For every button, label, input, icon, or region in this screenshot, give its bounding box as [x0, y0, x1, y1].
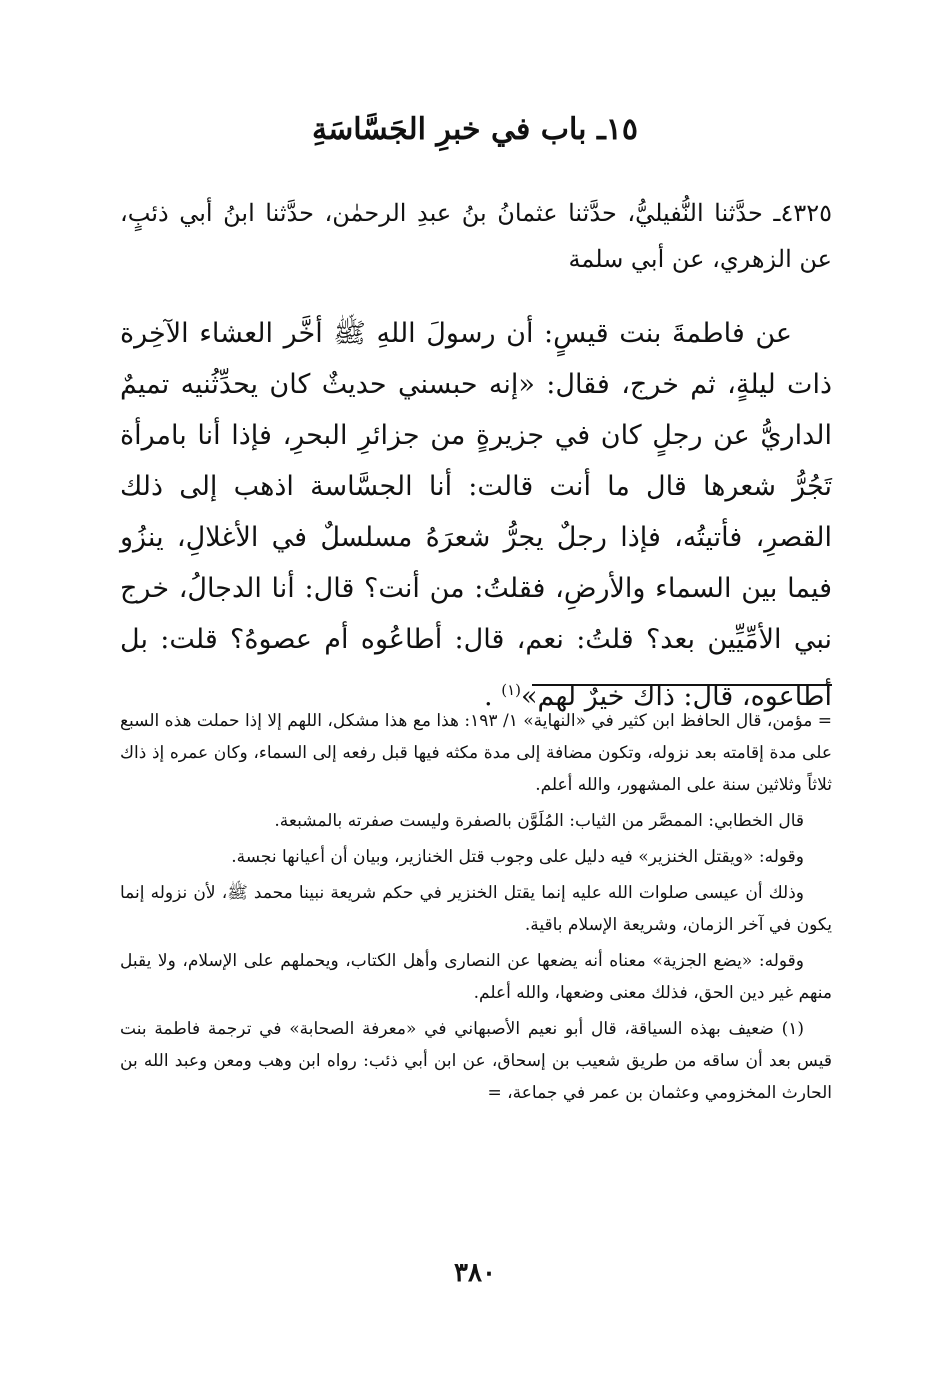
footnote-paragraph: قال الخطابي: الممصَّر من الثياب: المُلَوَّن بالصفرة وليست صفرته بالمشبعة.	[274, 811, 804, 831]
hadith-matn-text: عن فاطمةَ بنت قيسٍ: أن رسولَ اللهِ ﷺ أخَّر العشاء الآخِرة ذات ليلةٍ، ثم خرج، فقال: «إنه حبسني حديثٌ كان يحدِّثُنيه تميمٌ الداريُّ عن رجلٍ كان في جزيرةٍ من جزائرِ البحرِ، فإذا أنا بامرأة تَجُرُّ شعرها قال ما أنت قالت: أنا الجسَّاسة اذهب إلى ذلك القصرِ، فأتيتُه، فإذا رجلٌ يجرُّ شعرَهُ مسلسلٌ في الأغلالِ، ينزُو فيما بين السماء والأرضِ، فقلتُ: من أنت؟ قال: أنا الدجالُ، خرج نبي الأمِّيِّين بعد؟ قلتُ: نعم، قال: أطاعُوه أم عصوهُ؟ قلت: بل أطاعوه، قال: ذاك خيرٌ لهم»	[120, 318, 832, 712]
page-number: ٣٨٠	[454, 1258, 496, 1288]
footnote-divider	[532, 684, 832, 686]
footnote-reference[interactable]: (١)	[501, 681, 521, 699]
footnote-paragraph: وقوله: «يضع الجزية» معناه أنه يضعها عن النصارى وأهل الكتاب، ويحملهم على الإسلام، ولا يقبل منهم غير دين الحق، فذلك معنى وضعها، والله أعلم.	[120, 951, 832, 1003]
footnote-paragraph: وقوله: «ويقتل الخنزير» فيه دليل على وجوب قتل الخنازير، وبيان أن أعيانها نجسة.	[231, 847, 804, 867]
chapter-title: ١٥ـ باب في خبرِ الجَسَّاسَةِ	[312, 112, 638, 147]
hadith-isnad: ٤٣٢٥ـ حدَّثنا النُّفيليُّ، حدَّثنا عثمانُ بنُ عبدِ الرحمٰن، حدَّثنا ابنُ أبي ذئبٍ، عن الزهري، عن أبي سلمة	[120, 199, 832, 273]
hadith-matn-end: .	[484, 681, 502, 712]
hadith-matn	[120, 308, 832, 722]
footnotes-section	[120, 705, 832, 1113]
footnote-continuation: = مؤمن، قال الحافظ ابن كثير في «النهاية» ١/ ١٩٣: هذا مع هذا مشكل، اللهم إلا إذا حملت هذه السبع على مدة إقامته بعد نزوله، وتكون مضافة إلى مدة مكثه فيها قبل رفعه إلى السماء، وكان عمره إذ ذاك ثلاثاً وثلاثين سنة على المشهور، والله أعلم.	[120, 711, 832, 795]
footnote-1: (١) ضعيف بهذه السياقة، قال أبو نعيم الأصبهاني في «معرفة الصحابة» في ترجمة فاطمة بنت قيس بعد أن ساقه من طريق شعيب بن إسحاق، عن ابن أبي ذئب: رواه ابن وهب ومعن وعبد الله بن الحارث المخزومي وعثمان بن عمر في جماعة، =	[120, 1019, 832, 1103]
footnote-paragraph: وذلك أن عيسى صلوات الله عليه إنما يقتل الخنزير في حكم شريعة نبينا محمد ﷺ، لأن نزوله إنما يكون في آخر الزمان، وشريعة الإسلام باقية.	[120, 883, 832, 935]
